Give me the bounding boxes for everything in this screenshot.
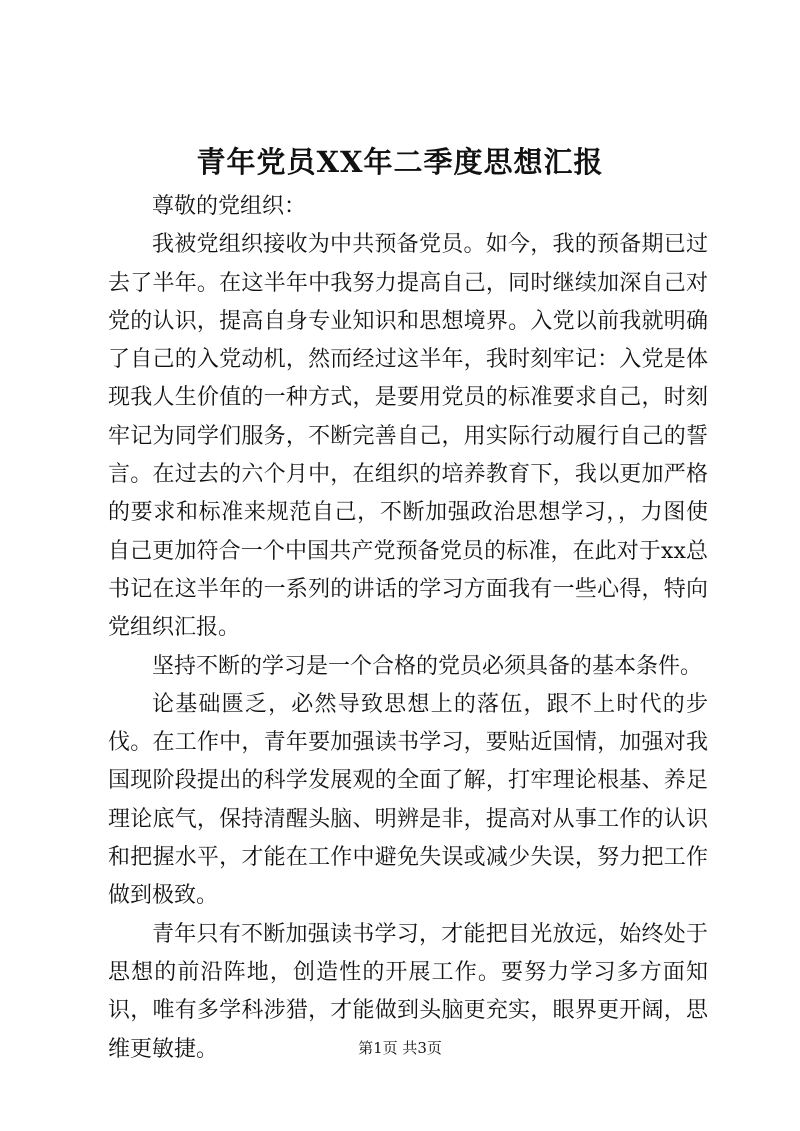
document-title: 青年党员XX年二季度思想汇报 <box>196 145 604 179</box>
page-indicator: 第1页 共3页 <box>358 1039 442 1057</box>
paragraph: 坚持不断的学习是一个合格的党员必须具备的基本条件。 <box>152 653 703 679</box>
paragraph: 论基础匮乏，必然导致思想上的落伍，跟不上时代的步伐。在工作中，青年要加强读书学习，要贴近国情，加强对我国现阶段提出的科学发展观的全面了解，打牢理论根基、养足理论底气，保持清醒头脑、明辨是非，提高对从事工作的认识和把握水平，才能在工作中避免失误或减少失误，努力把工作做到极致。 <box>108 691 708 909</box>
document-body <box>108 188 708 1069</box>
paragraph: 青年只有不断加强读书学习，才能把目光放远，始终处于思想的前沿阵地，创造性的开展工作。要努力学习多方面知识，唯有多学科涉猎，才能做到头脑更充实，眼界更开阔，思维更敏捷。 <box>108 921 708 1062</box>
salutation: 尊敬的党组织： <box>152 194 307 219</box>
paragraph: 我被党组织接收为中共预备党员。如今，我的预备期已过去了半年。在这半年中我努力提高自己，同时继续加深自己对党的认识，提高自身专业知识和思想境界。入党以前我就明确了自己的入党动机，然而经过这半年，我时刻牢记：入党是体现我人生价值的一种方式，是要用党员的标准要求自己，时刻牢记为同学们服务，不断完善自己，用实际行动履行自己的誓言。在过去的六个月中，在组织的培养教育下，我以更加严格的要求和标准来规范自己，不断加强政治思想学习，，力图使自己更加符合一个中国共产党预备党员的标准，在此对于xx总书记在这半年的一系列的讲话的学习方面我有一些心得，特向党组织汇报。 <box>108 232 708 641</box>
